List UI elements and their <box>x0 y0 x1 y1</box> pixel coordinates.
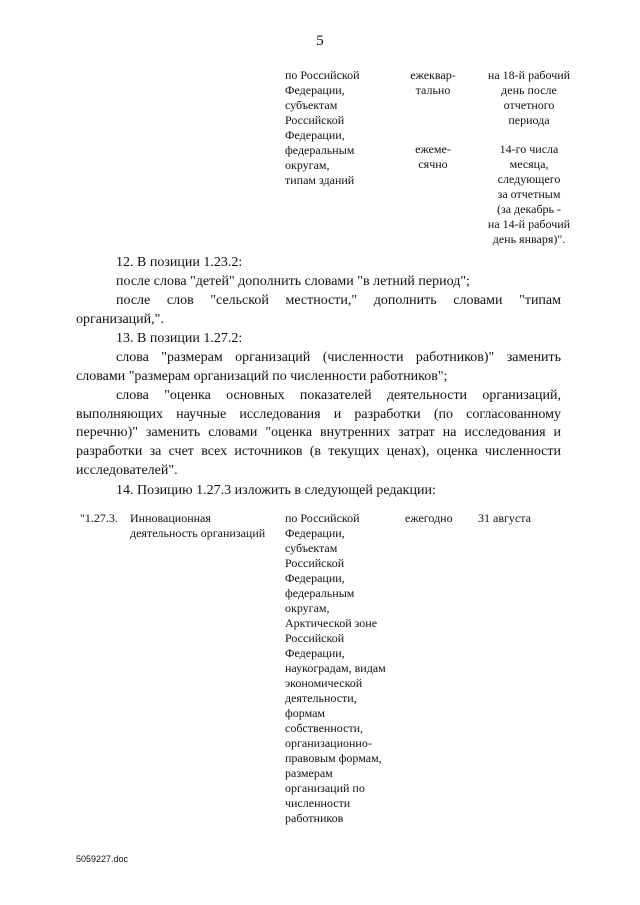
region-line: Федерации, <box>285 83 345 97</box>
paragraph-12-heading: 12. В позиции 1.23.2: <box>116 255 243 270</box>
region-line: деятельности, <box>285 691 357 705</box>
paragraph-13b: слова "оценка основных показателей деятельности организаций, выполняющих научные исследования и разработки (по согласованному перечню)" заменить словами "оценка внутренних затрат на исследования и разработки за счет всех источников (в текущих ценах), оценка численности исследователей". <box>76 388 561 478</box>
term-cell-monthly <box>470 142 588 247</box>
paragraph-12b: после слов "сельской местности," дополнить словами "типам организаций,". <box>76 293 561 327</box>
term-line: за отчетным <box>497 187 561 201</box>
region-line: работников <box>285 811 344 825</box>
term-line: следующего <box>497 172 561 186</box>
region-line: Федерации, <box>285 128 345 142</box>
region-line: Федерации, <box>285 526 345 540</box>
region-line: Арктической зоне <box>285 616 378 630</box>
region-line: по Российской <box>285 68 360 82</box>
frequency-cell-quarterly <box>398 68 468 98</box>
region-line: собственности, <box>285 721 364 735</box>
region-line: округам, <box>285 158 330 172</box>
region-line: численности <box>285 796 351 810</box>
term-annual: 31 августа <box>478 511 531 525</box>
frequency-line: сячно <box>418 157 448 171</box>
region-line: организационно- <box>285 736 372 750</box>
region-line: Федерации, <box>285 646 345 660</box>
region-line: федеральным <box>285 586 355 600</box>
term-line: на 18-й рабочий <box>487 68 571 82</box>
term-line: месяца, <box>509 157 549 171</box>
region-line: Российской <box>285 631 345 645</box>
region-cell-top <box>285 68 393 188</box>
region-line: субъектам <box>285 98 338 112</box>
page-number: 5 <box>316 33 324 49</box>
indicator-name: Инновационная деятельность организаций <box>130 511 266 540</box>
region-line: субъектам <box>285 541 338 555</box>
term-line: 14-го числа <box>499 142 559 156</box>
frequency-line: тально <box>415 83 451 97</box>
region-line: Российской <box>285 113 345 127</box>
document-filename: 5059227.doc <box>76 854 129 864</box>
region-line: федеральным <box>285 143 355 157</box>
frequency-annual: ежегодно <box>405 511 453 525</box>
paragraph-13-heading: 13. В позиции 1.27.2: <box>116 331 243 346</box>
region-line: Российской <box>285 556 345 570</box>
term-cell-quarterly <box>470 68 588 128</box>
term-line: отчетного <box>503 98 555 112</box>
region-line: размерам <box>285 766 333 780</box>
paragraph-14-heading: 14. Позицию 1.27.3 изложить в следующей редакции: <box>116 483 436 498</box>
paragraph-13a: слова "размерам организаций (численности работников)" заменить словами "размерам организаций по численности работников"; <box>76 350 561 384</box>
frequency-line: ежеквар- <box>410 68 456 82</box>
term-line: день после <box>501 83 557 97</box>
region-line: округам, <box>285 601 330 615</box>
term-line: (за декабрь - <box>496 202 562 216</box>
region-line: Федерации, <box>285 571 345 585</box>
frequency-cell-monthly <box>398 142 468 172</box>
term-line: день января)". <box>492 232 566 246</box>
term-line: периода <box>508 113 550 127</box>
region-line: экономической <box>285 676 363 690</box>
region-line: по Российской <box>285 511 360 525</box>
position-code: "1.27.3. <box>80 511 118 525</box>
region-line: наукоградам, видам <box>285 661 386 675</box>
paragraph-12a: после слова "детей" дополнить словами "в летний период"; <box>116 274 470 289</box>
region-line: организаций по <box>285 781 365 795</box>
region-cell-bottom <box>285 511 393 826</box>
region-line: типам зданий <box>285 173 355 187</box>
region-line: правовым формам, <box>285 751 382 765</box>
region-line: формам <box>285 706 326 720</box>
frequency-line: ежеме- <box>415 142 451 156</box>
term-line: на 14-й рабочий <box>487 217 571 231</box>
